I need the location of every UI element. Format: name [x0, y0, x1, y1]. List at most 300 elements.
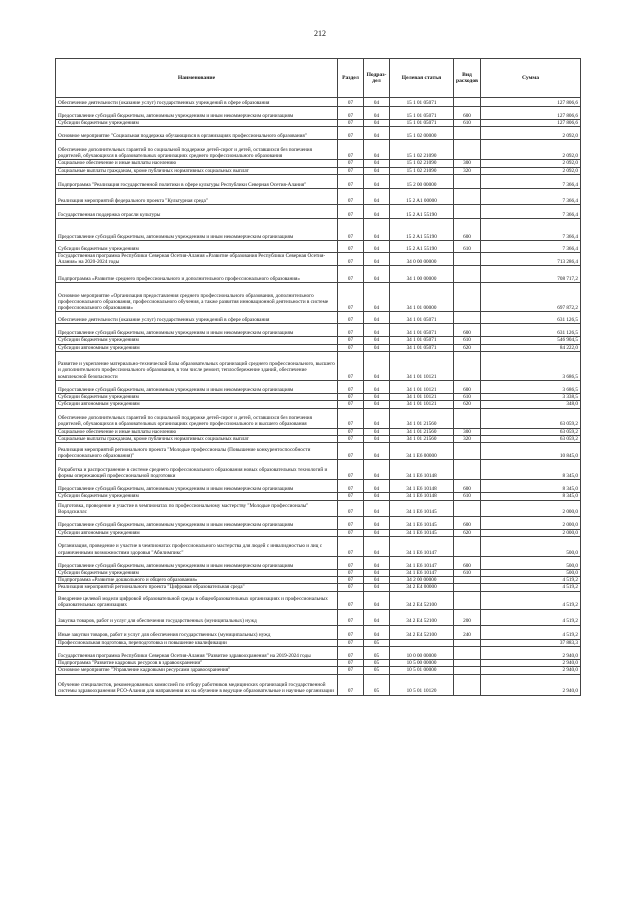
table-row: [56, 408, 581, 428]
cell-expense-type: [454, 647, 481, 660]
cell-sum: 500,0: [481, 536, 581, 556]
cell-article: 15 2 A1 55190: [390, 218, 454, 240]
table-row: [56, 381, 581, 394]
table-row: [56, 127, 581, 140]
table-row: [56, 167, 581, 174]
cell-sum: 2 000,0: [481, 500, 581, 516]
cell-section: 07: [338, 516, 364, 529]
table-row: [56, 120, 581, 127]
cell-name: Предоставление субсидий бюджетным, автономным учреждениям и иным некоммерческим организациям: [56, 218, 338, 240]
cell-expense-type: 240: [454, 625, 481, 639]
table-row: [56, 577, 581, 584]
cell-name: Субсидии автономным учреждениям: [56, 344, 338, 351]
cell-name: Государственная программа Республики Северная Осетия-Алания «Развитие образования Республики Северная Осетия-Алания» на 2020-2024 годы: [56, 252, 338, 266]
cell-article: 10 0 00 00000: [390, 647, 454, 660]
cell-subsection: 04: [364, 493, 390, 500]
cell-name: Предоставление субсидий бюджетным, автономным учреждениям и иным некоммерческим организациям: [56, 324, 338, 337]
cell-article: 10 5 01 10120: [390, 674, 454, 695]
cell-article: 34 1 E6 10148: [390, 480, 454, 493]
cell-article: 15 1 01 05071: [390, 107, 454, 120]
cell-section: 07: [338, 252, 364, 266]
cell-expense-type: [454, 660, 481, 667]
cell-section: 07: [338, 352, 364, 381]
table-header-row: [56, 59, 581, 98]
cell-section: 07: [338, 120, 364, 127]
cell-section: 07: [338, 625, 364, 639]
cell-subsection: 04: [364, 536, 390, 556]
cell-section: 07: [338, 218, 364, 240]
cell-sum: 7 366,4: [481, 240, 581, 252]
cell-expense-type: 610: [454, 394, 481, 401]
cell-name: Социальные выплаты гражданам, кроме публичных нормативных социальных выплат: [56, 435, 338, 442]
cell-expense-type: 600: [454, 381, 481, 394]
cell-name: Субсидии автономным учреждениям: [56, 529, 338, 536]
cell-article: 34 0 00 00000: [390, 252, 454, 266]
cell-expense-type: [454, 98, 481, 107]
cell-expense-type: [454, 584, 481, 591]
cell-article: 34 1 E6 10145: [390, 500, 454, 516]
cell-name: Основное мероприятие «Организация предоставления среднего профессионального образования, дополнительного профессионального образования, профессионального обучения, а также развития инновационной деятельности в системе профессионального образования»: [56, 283, 338, 312]
cell-section: 07: [338, 529, 364, 536]
cell-expense-type: [454, 188, 481, 204]
table-row: [56, 625, 581, 639]
cell-expense-type: [454, 674, 481, 695]
table-row: [56, 204, 581, 218]
cell-name: Субсидии бюджетным учреждениям: [56, 493, 338, 500]
table-row: [56, 647, 581, 660]
cell-sum: 63 059,2: [481, 408, 581, 428]
cell-section: 07: [338, 480, 364, 493]
cell-section: 07: [338, 127, 364, 140]
cell-name: Предоставление субсидий бюджетным, автономным учреждениям и иным некоммерческим организациям: [56, 516, 338, 529]
cell-sum: 708 717,2: [481, 266, 581, 283]
cell-name: Предоставление субсидий бюджетным, автономным учреждениям и иным некоммерческим организациям: [56, 556, 338, 569]
cell-expense-type: [454, 577, 481, 584]
cell-article: 15 2 A1 00000: [390, 188, 454, 204]
cell-article: 34 1 01 10121: [390, 394, 454, 401]
cell-sum: 7 366,4: [481, 204, 581, 218]
cell-subsection: 04: [364, 352, 390, 381]
cell-subsection: 04: [364, 577, 390, 584]
cell-section: 07: [338, 167, 364, 174]
cell-article: 10 5 00 00000: [390, 660, 454, 667]
cell-sum: 500,0: [481, 556, 581, 569]
cell-subsection: 04: [364, 140, 390, 160]
cell-section: 07: [338, 324, 364, 337]
cell-expense-type: [454, 591, 481, 609]
cell-expense-type: 600: [454, 107, 481, 120]
table-row: [56, 500, 581, 516]
cell-name: Внедрение целевой модели цифровой образовательной среды в общеобразовательных организациях и профессиональных образовательных организациях: [56, 591, 338, 609]
cell-section: 07: [338, 98, 364, 107]
cell-section: 07: [338, 591, 364, 609]
cell-section: 07: [338, 428, 364, 435]
header-sum: Сумма: [481, 59, 581, 98]
cell-name: Обеспечение деятельности (оказание услуг) государственных учреждений в сфере образования: [56, 98, 338, 107]
cell-subsection: 04: [364, 127, 390, 140]
cell-sum: 4 519,2: [481, 584, 581, 591]
cell-expense-type: 300: [454, 160, 481, 167]
cell-section: 07: [338, 107, 364, 120]
cell-article: 34 1 E6 10145: [390, 516, 454, 529]
cell-article: 15 1 01 05071: [390, 120, 454, 127]
cell-name: Профессиональная подготовка, переподготовка и повышение квалификации: [56, 639, 338, 646]
cell-name: Субсидии автономным учреждениям: [56, 401, 338, 408]
cell-subsection: 04: [364, 500, 390, 516]
cell-subsection: 04: [364, 569, 390, 576]
cell-expense-type: 620: [454, 344, 481, 351]
cell-name: Обеспечение деятельности (оказание услуг) государственных учреждений в сфере образования: [56, 312, 338, 324]
cell-expense-type: 610: [454, 493, 481, 500]
cell-expense-type: [454, 536, 481, 556]
cell-sum: 8 345,0: [481, 460, 581, 480]
cell-subsection: 05: [364, 639, 390, 646]
cell-subsection: 04: [364, 174, 390, 188]
cell-article: 15 1 02 21090: [390, 160, 454, 167]
cell-sum: 7 366,4: [481, 218, 581, 240]
cell-subsection: 04: [364, 312, 390, 324]
table-row: [56, 344, 581, 351]
cell-article: 34 1 E6 10145: [390, 529, 454, 536]
cell-article: 34 1 01 10121: [390, 381, 454, 394]
cell-section: 07: [338, 500, 364, 516]
cell-section: 07: [338, 188, 364, 204]
cell-section: 07: [338, 609, 364, 625]
cell-name: Обеспечение дополнительных гарантий по социальной поддержке детей-сирот и детей, оставшихся без попечения родителей, обучающихся в образовательных организациях среднего профессионального и высшего образования: [56, 408, 338, 428]
cell-subsection: 04: [364, 344, 390, 351]
cell-sum: 713 286,4: [481, 252, 581, 266]
cell-article: 34 1 E6 10147: [390, 556, 454, 569]
cell-sum: 546 904,5: [481, 337, 581, 344]
cell-name: Государственная программа Республики Северная Осетия-Алания "Развитие здравоохранения" на 2019-2024 годы: [56, 647, 338, 660]
cell-sum: 7 366,4: [481, 174, 581, 188]
cell-expense-type: [454, 266, 481, 283]
page-number: 212: [314, 29, 326, 38]
cell-subsection: 04: [364, 107, 390, 120]
table-row: [56, 283, 581, 312]
cell-expense-type: 620: [454, 529, 481, 536]
cell-article: 34 1 E6 10147: [390, 536, 454, 556]
table-body: [56, 98, 581, 696]
cell-subsection: 04: [364, 98, 390, 107]
cell-section: 07: [338, 660, 364, 667]
cell-section: 07: [338, 443, 364, 460]
cell-expense-type: [454, 312, 481, 324]
cell-sum: 84 222,0: [481, 344, 581, 351]
cell-name: Субсидии бюджетным учреждениям: [56, 337, 338, 344]
table-row: [56, 428, 581, 435]
cell-name: Подготовка, проведение и участие в чемпионатах по профессиональному мастерству "Молодые профессионалы" Ворлдскиллс: [56, 500, 338, 516]
table-row: [56, 529, 581, 536]
cell-section: 07: [338, 312, 364, 324]
cell-expense-type: 600: [454, 218, 481, 240]
cell-name: Основное мероприятие "Социальная поддержка обучающихся в организациях профессионального образования": [56, 127, 338, 140]
table-row: [56, 639, 581, 646]
cell-expense-type: [454, 283, 481, 312]
cell-sum: 3 338,5: [481, 394, 581, 401]
cell-expense-type: 600: [454, 480, 481, 493]
cell-name: Реализация мероприятий федерального проекта "Культурная среда": [56, 188, 338, 204]
cell-subsection: 04: [364, 381, 390, 394]
cell-name: Субсидии бюджетным учреждениям: [56, 120, 338, 127]
cell-expense-type: [454, 500, 481, 516]
table-row: [56, 584, 581, 591]
cell-sum: 2 940,0: [481, 647, 581, 660]
cell-article: 34 1 E6 10147: [390, 569, 454, 576]
cell-section: 07: [338, 240, 364, 252]
cell-section: 07: [338, 584, 364, 591]
header-subsection: Подраз-дел: [364, 59, 390, 98]
cell-name: Субсидии бюджетным учреждениям: [56, 394, 338, 401]
cell-subsection: 04: [364, 584, 390, 591]
cell-sum: 8 345,0: [481, 480, 581, 493]
cell-article: 34 1 01 21560: [390, 428, 454, 435]
table-row: [56, 660, 581, 667]
table-row: [56, 443, 581, 460]
cell-sum: 127 806,6: [481, 107, 581, 120]
table-row: [56, 516, 581, 529]
cell-subsection: 04: [364, 240, 390, 252]
cell-subsection: 04: [364, 324, 390, 337]
cell-subsection: 04: [364, 609, 390, 625]
cell-sum: 4 519,2: [481, 609, 581, 625]
cell-article: 34 2 00 00000: [390, 577, 454, 584]
cell-name: Реализация мероприятий регионального проекта "Молодые профессионалы (Повышение конкурентоспособности профессионального образования)": [56, 443, 338, 460]
cell-expense-type: [454, 443, 481, 460]
cell-section: 07: [338, 174, 364, 188]
cell-sum: 4 519,2: [481, 591, 581, 609]
table-row: [56, 667, 581, 674]
cell-subsection: 04: [364, 394, 390, 401]
cell-subsection: 04: [364, 556, 390, 569]
cell-expense-type: 620: [454, 401, 481, 408]
cell-sum: 10 845,0: [481, 443, 581, 460]
cell-name: Реализация мероприятий регионального проекта "Цифровая образовательная среда": [56, 584, 338, 591]
cell-name: Обучение специалистов, рекомендованных комиссией по отбору работников медицинских организаций государственной системы здравоохранения РСО-Алания для направления их на обучение в ведущие образовательные и научные организации: [56, 674, 338, 695]
cell-expense-type: [454, 127, 481, 140]
cell-sum: 697 872,2: [481, 283, 581, 312]
cell-section: 07: [338, 667, 364, 674]
cell-article: 34 1 01 05071: [390, 324, 454, 337]
table-row: [56, 98, 581, 107]
cell-expense-type: [454, 252, 481, 266]
cell-name: Разработка и распространение в системе среднего профессионального образования новых образовательных технологий и формы опережающей профессиональной подготовки: [56, 460, 338, 480]
cell-name: Предоставление субсидий бюджетным, автономным учреждениям и иным некоммерческим организациям: [56, 381, 338, 394]
cell-subsection: 05: [364, 667, 390, 674]
cell-subsection: 04: [364, 428, 390, 435]
cell-sum: 7 366,4: [481, 188, 581, 204]
cell-name: Подпрограмма "Развитие кадровых ресурсов в здравоохранении": [56, 660, 338, 667]
cell-expense-type: 610: [454, 337, 481, 344]
cell-article: 34 2 E4 00000: [390, 584, 454, 591]
cell-section: 07: [338, 344, 364, 351]
cell-article: 34 1 01 10121: [390, 401, 454, 408]
cell-subsection: 04: [364, 460, 390, 480]
cell-sum: 2 940,0: [481, 660, 581, 667]
cell-sum: 2 000,0: [481, 529, 581, 536]
table-row: [56, 460, 581, 480]
cell-subsection: 04: [364, 408, 390, 428]
cell-article: 34 2 E4 52100: [390, 609, 454, 625]
cell-article: 15 1 01 05071: [390, 98, 454, 107]
table-row: [56, 493, 581, 500]
cell-name: Социальное обеспечение и иные выплаты населению: [56, 428, 338, 435]
cell-expense-type: 600: [454, 556, 481, 569]
cell-section: 07: [338, 394, 364, 401]
table-row: [56, 480, 581, 493]
cell-section: 07: [338, 556, 364, 569]
cell-expense-type: 610: [454, 240, 481, 252]
table-row: [56, 174, 581, 188]
cell-name: Основное мероприятие "Управление кадровыми ресурсами здравоохранения": [56, 667, 338, 674]
cell-article: 34 1 E6 10148: [390, 493, 454, 500]
cell-expense-type: 610: [454, 569, 481, 576]
table-row: [56, 188, 581, 204]
cell-section: 07: [338, 536, 364, 556]
cell-expense-type: [454, 639, 481, 646]
cell-section: 07: [338, 140, 364, 160]
cell-subsection: 04: [364, 480, 390, 493]
cell-sum: 3 686,5: [481, 352, 581, 381]
cell-sum: 2 092,0: [481, 160, 581, 167]
cell-section: 07: [338, 577, 364, 584]
table-row: [56, 536, 581, 556]
cell-name: Подпрограмма «Развитие дошкольного и общего образования»: [56, 577, 338, 584]
cell-article: 34 1 E6 10148: [390, 460, 454, 480]
cell-sum: 4 519,2: [481, 625, 581, 639]
cell-sum: 8 345,0: [481, 493, 581, 500]
cell-name: Социальные выплаты гражданам, кроме публичных нормативных социальных выплат: [56, 167, 338, 174]
table-row: [56, 609, 581, 625]
cell-expense-type: 200: [454, 609, 481, 625]
cell-sum: 4 519,2: [481, 577, 581, 584]
cell-sum: 2 940,0: [481, 667, 581, 674]
table-row: [56, 556, 581, 569]
cell-section: 07: [338, 569, 364, 576]
cell-expense-type: 600: [454, 516, 481, 529]
cell-expense-type: [454, 140, 481, 160]
cell-article: 15 1 02 21090: [390, 167, 454, 174]
cell-sum: 631 126,5: [481, 324, 581, 337]
cell-name: Субсидии бюджетным учреждениям: [56, 569, 338, 576]
cell-article: 34 2 E4 52100: [390, 625, 454, 639]
cell-name: Государственная поддержка отрасли культуры: [56, 204, 338, 218]
cell-subsection: 04: [364, 435, 390, 442]
cell-sum: 127 806,6: [481, 98, 581, 107]
cell-section: 07: [338, 283, 364, 312]
table-row: [56, 569, 581, 576]
table-row: [56, 140, 581, 160]
cell-section: 07: [338, 337, 364, 344]
cell-article: 34 1 00 00000: [390, 266, 454, 283]
cell-sum: 63 059,2: [481, 428, 581, 435]
cell-expense-type: [454, 667, 481, 674]
cell-subsection: 04: [364, 401, 390, 408]
cell-expense-type: 320: [454, 435, 481, 442]
cell-section: 07: [338, 435, 364, 442]
table-row: [56, 160, 581, 167]
cell-subsection: 04: [364, 218, 390, 240]
cell-expense-type: 610: [454, 120, 481, 127]
cell-subsection: 04: [364, 120, 390, 127]
cell-expense-type: 600: [454, 324, 481, 337]
cell-name: Иные закупки товаров, работ и услуг для обеспечения государственных (муниципальных) нужд: [56, 625, 338, 639]
cell-subsection: 04: [364, 266, 390, 283]
cell-name: Предоставление субсидий бюджетным, автономным учреждениям и иным некоммерческим организациям: [56, 107, 338, 120]
table-row: [56, 218, 581, 240]
cell-expense-type: [454, 460, 481, 480]
table-row: [56, 337, 581, 344]
cell-sum: 2 092,0: [481, 140, 581, 160]
cell-sum: 2 092,0: [481, 127, 581, 140]
table-row: [56, 324, 581, 337]
cell-expense-type: 300: [454, 428, 481, 435]
cell-subsection: 04: [364, 625, 390, 639]
cell-subsection: 05: [364, 647, 390, 660]
cell-subsection: 04: [364, 252, 390, 266]
table-row: [56, 435, 581, 442]
cell-name: Субсидии бюджетным учреждениям: [56, 240, 338, 252]
cell-article: 15 2 A1 55190: [390, 240, 454, 252]
cell-subsection: 04: [364, 516, 390, 529]
cell-section: 07: [338, 408, 364, 428]
cell-name: Подпрограмма «Развитие среднего профессионального и дополнительного профессионального образования»: [56, 266, 338, 283]
cell-article: 15 2 A1 55190: [390, 204, 454, 218]
cell-article: 15 1 02 21090: [390, 140, 454, 160]
cell-subsection: 04: [364, 188, 390, 204]
cell-article: 34 2 E4 52100: [390, 591, 454, 609]
cell-subsection: 05: [364, 660, 390, 667]
cell-section: 07: [338, 401, 364, 408]
cell-article: 34 1 01 05071: [390, 337, 454, 344]
cell-subsection: 04: [364, 167, 390, 174]
header-name: Наименование: [56, 59, 338, 98]
cell-section: 07: [338, 204, 364, 218]
cell-section: 07: [338, 160, 364, 167]
cell-sum: 63 059,2: [481, 435, 581, 442]
cell-article: 34 1 01 05071: [390, 344, 454, 351]
cell-sum: 127 806,6: [481, 120, 581, 127]
budget-table: [55, 58, 581, 696]
cell-subsection: 04: [364, 591, 390, 609]
table-row: [56, 591, 581, 609]
cell-section: 07: [338, 460, 364, 480]
cell-subsection: 04: [364, 204, 390, 218]
header-section: Раздел: [338, 59, 364, 98]
cell-subsection: 04: [364, 160, 390, 167]
cell-subsection: 05: [364, 674, 390, 695]
cell-name: Обеспечение дополнительных гарантий по социальной поддержке детей-сирот и детей, оставшихся без попечения родителей, обучающихся в образовательных организациях среднего профессионального образования: [56, 140, 338, 160]
cell-subsection: 04: [364, 443, 390, 460]
cell-article: 34 1 E6 00000: [390, 443, 454, 460]
cell-expense-type: [454, 174, 481, 188]
cell-expense-type: 320: [454, 167, 481, 174]
cell-name: Развитие и укрепление материально-технической базы образовательных организаций среднего профессионального, высшего и дополнительного профессионального образования, в том числе ремонт, теплосбережение зданий, обеспечение комплексной безопасности: [56, 352, 338, 381]
cell-article: 34 1 01 00000: [390, 283, 454, 312]
cell-article: 34 1 01 21560: [390, 408, 454, 428]
cell-article: 10 5 01 00000: [390, 667, 454, 674]
cell-sum: 631 126,5: [481, 312, 581, 324]
cell-article: 34 1 01 05071: [390, 312, 454, 324]
cell-article: 15 2 00 00000: [390, 174, 454, 188]
cell-sum: 3 686,5: [481, 381, 581, 394]
table-row: [56, 266, 581, 283]
table-row: [56, 394, 581, 401]
cell-sum: 2 000,0: [481, 516, 581, 529]
cell-section: 07: [338, 493, 364, 500]
cell-section: 07: [338, 674, 364, 695]
cell-article: 34 1 01 21560: [390, 435, 454, 442]
